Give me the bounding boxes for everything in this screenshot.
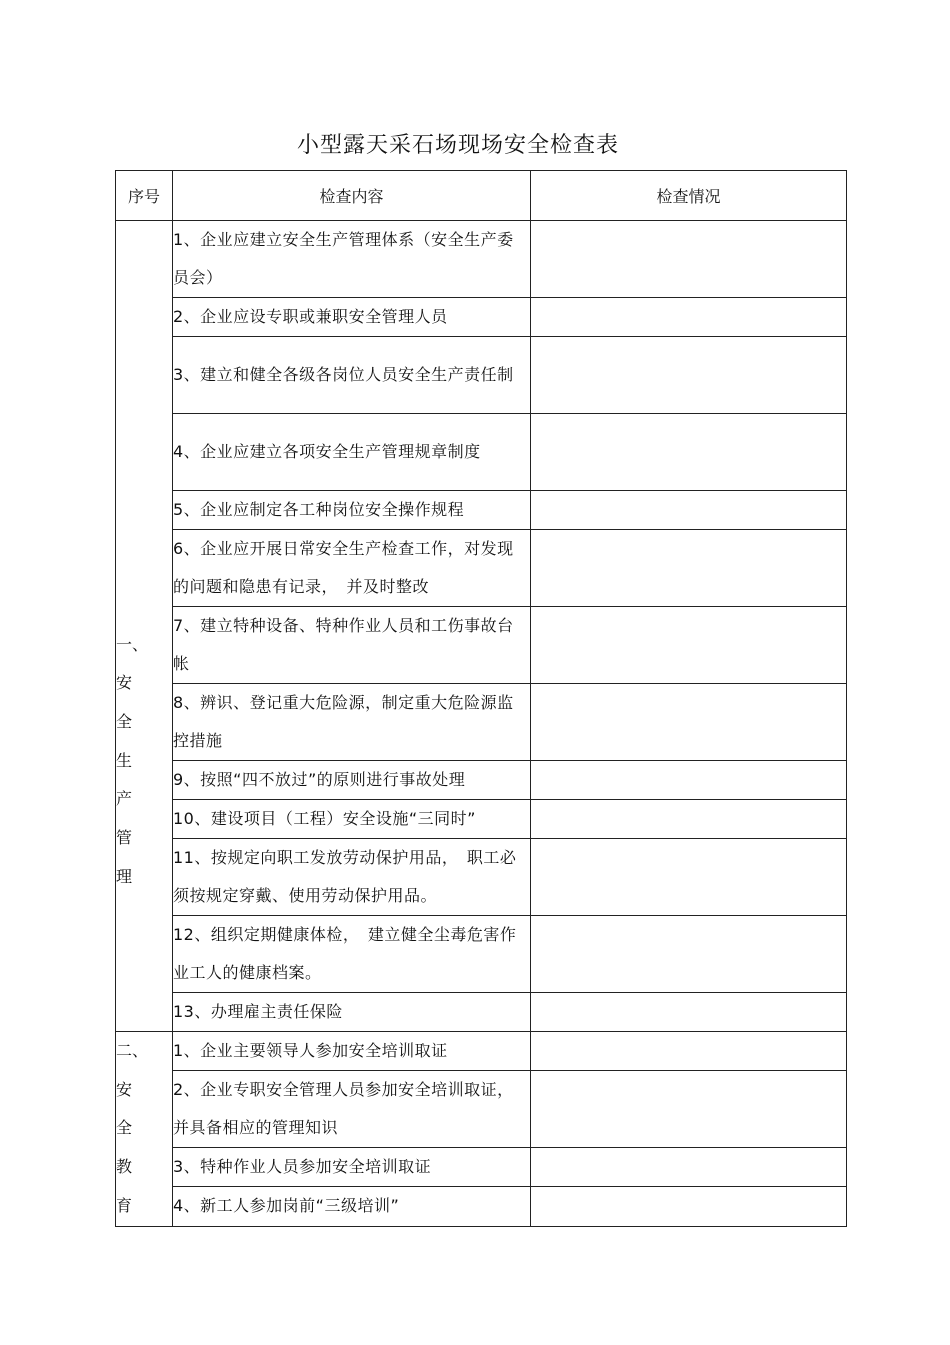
- header-content: 检查内容: [173, 171, 531, 221]
- item-content: 11、按规定向职工发放劳动保护用品， 职工必须按规定穿戴、使用劳动保护用品。: [173, 839, 531, 916]
- item-content: 3、建立和健全各级各岗位人员安全生产责任制: [173, 337, 531, 414]
- item-content: 3、特种作业人员参加安全培训取证: [173, 1148, 531, 1187]
- item-content: 12、组织定期健康体检， 建立健全尘毒危害作业工人的健康档案。: [173, 916, 531, 993]
- table-row: [116, 1032, 847, 1071]
- check-status-cell[interactable]: [531, 1032, 847, 1071]
- item-content: 7、建立特种设备、特种作业人员和工伤事故台帐: [173, 607, 531, 684]
- item-content: 9、按照“四不放过”的原则进行事故处理: [173, 761, 531, 800]
- check-status-cell[interactable]: [531, 839, 847, 916]
- check-status-cell[interactable]: [531, 607, 847, 684]
- header-status: 检查情况: [531, 171, 847, 221]
- item-content: 8、辨识、登记重大危险源，制定重大危险源监控措施: [173, 684, 531, 761]
- table-row: [116, 1187, 847, 1226]
- item-content: 2、企业专职安全管理人员参加安全培训取证，并具备相应的管理知识: [173, 1071, 531, 1148]
- check-status-cell[interactable]: [531, 298, 847, 337]
- table-row: [116, 607, 847, 684]
- item-content: 13、办理雇主责任保险: [173, 993, 531, 1032]
- safety-check-table: [115, 170, 847, 1227]
- check-status-cell[interactable]: [531, 1187, 847, 1226]
- header-no: 序号: [116, 171, 173, 221]
- table-row: [116, 761, 847, 800]
- table-row: [116, 993, 847, 1032]
- table-header-row: [116, 171, 847, 221]
- check-status-cell[interactable]: [531, 530, 847, 607]
- check-status-cell[interactable]: [531, 221, 847, 298]
- table-row: [116, 298, 847, 337]
- item-content: 2、企业应设专职或兼职安全管理人员: [173, 298, 531, 337]
- check-status-cell[interactable]: [531, 1071, 847, 1148]
- check-status-cell[interactable]: [531, 491, 847, 530]
- item-content: 4、新工人参加岗前“三级培训”: [173, 1187, 531, 1226]
- table-row: [116, 1148, 847, 1187]
- check-status-cell[interactable]: [531, 761, 847, 800]
- table-row: [116, 839, 847, 916]
- table-row: [116, 684, 847, 761]
- item-content: 10、建设项目（工程）安全设施“三同时”: [173, 800, 531, 839]
- section-label-2: 二、 安 全 教 育: [116, 1032, 173, 1227]
- section-label-1: 一、 安 全 生 产 管 理: [116, 221, 173, 1032]
- table-row: [116, 491, 847, 530]
- item-content: 6、企业应开展日常安全生产检查工作，对发现的问题和隐患有记录， 并及时整改: [173, 530, 531, 607]
- table-row: [116, 221, 847, 298]
- table-row: [116, 1071, 847, 1148]
- item-content: 5、企业应制定各工种岗位安全操作规程: [173, 491, 531, 530]
- table-row: [116, 916, 847, 993]
- table-row: [116, 530, 847, 607]
- item-content: 1、企业应建立安全生产管理体系（安全生产委员会）: [173, 221, 531, 298]
- check-status-cell[interactable]: [531, 993, 847, 1032]
- check-status-cell[interactable]: [531, 916, 847, 993]
- check-status-cell[interactable]: [531, 800, 847, 839]
- check-status-cell[interactable]: [531, 337, 847, 414]
- page-title: 小型露天采石场现场安全检查表: [296, 133, 619, 158]
- table-row: [116, 800, 847, 839]
- check-status-cell[interactable]: [531, 414, 847, 491]
- table-row: [116, 337, 847, 414]
- check-status-cell[interactable]: [531, 684, 847, 761]
- table-row: [116, 414, 847, 491]
- item-content: 1、企业主要领导人参加安全培训取证: [173, 1032, 531, 1071]
- item-content: 4、企业应建立各项安全生产管理规章制度: [173, 414, 531, 491]
- check-status-cell[interactable]: [531, 1148, 847, 1187]
